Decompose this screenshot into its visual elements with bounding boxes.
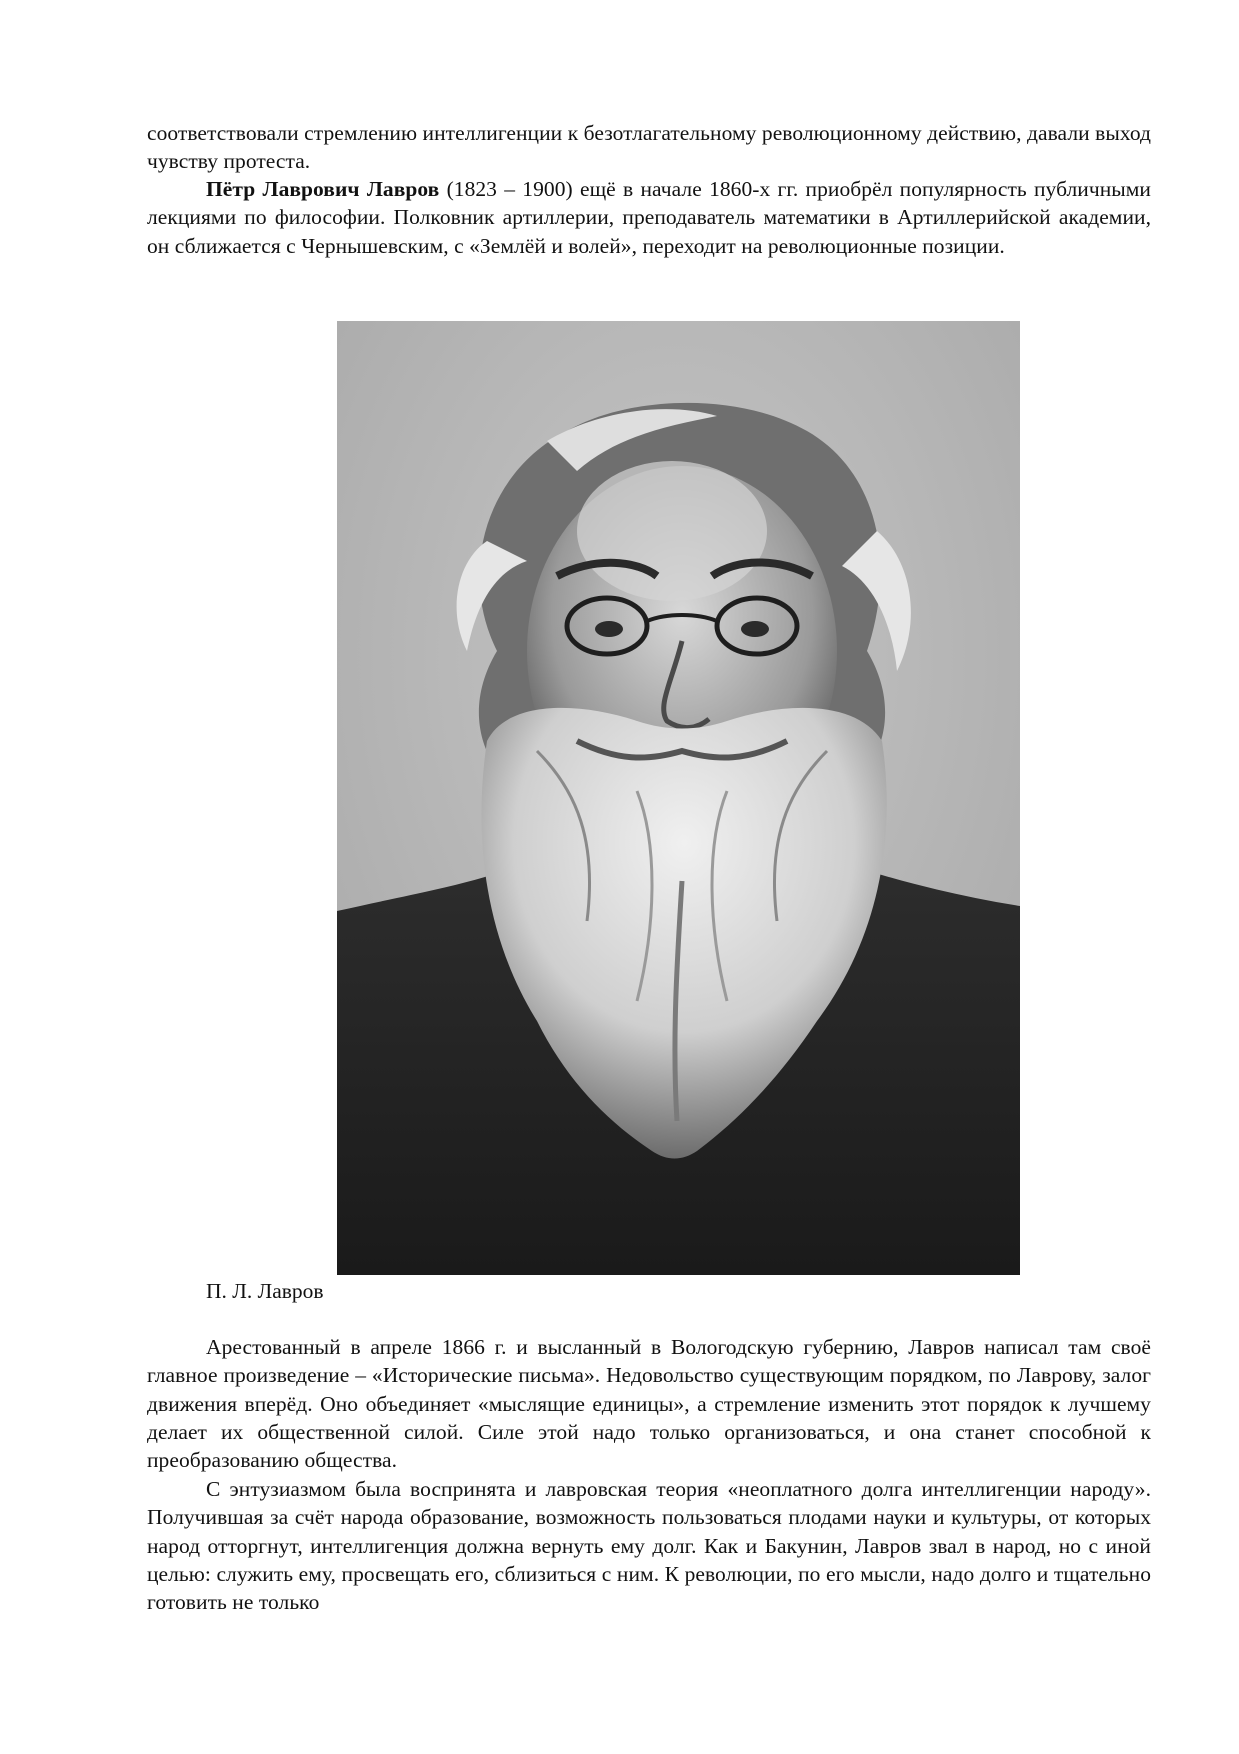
paragraph-debt-theory: С энтузиазмом была воспринята и лавровская теория «неоплатного долга интеллигенции народу». Получившая за счёт народа образование, возможность пользоваться плодами науки и культуры, от которых народ отторгнут, интеллигенция должна вернуть ему долг. Как и Бакунин, Лавров звал в народ, но с иной целью: служить ему, просвещать его, сблизиться с ним. К революции, по его мысли, надо долго и тщательно готовить не только — [147, 1477, 1151, 1615]
paragraph-lavrov-intro — [147, 175, 1151, 260]
portrait-drawing — [337, 321, 1020, 1275]
portrait-image — [337, 321, 1020, 1275]
person-name-bold: Пётр Лаврович Лавров — [206, 177, 440, 201]
paragraph-lavrov-intro-text: (1823 – 1900) ещё в начале 1860-х гг. приобрёл популярность публичными лекциями по философии. Полковник артиллерии, преподаватель математики в Артиллерийской академии, он сближается с Чернышевским, с «Землёй и волей», переходит на революционные позиции. — [147, 177, 1151, 258]
paragraph-continuation: соответствовали стремлению интеллигенции к безотлагательному революционному действию, давали выход чувству протеста. — [147, 121, 1151, 174]
paragraph-historical-letters: Арестованный в апреле 1866 г. и высланный в Вологодскую губернию, Лавров написал там своё главное произведение – «Исторические письма». Недовольство существующим порядком, по Лаврову, залог движения вперёд. Оно объединяет «мыслящие единицы», а стремление изменить этот порядок к лучшему делает их общественной силой. Силе этой надо только организоваться, и она станет способной к преобразованию общества. — [147, 1335, 1151, 1473]
figure-caption: П. Л. Лавров — [206, 1279, 324, 1303]
